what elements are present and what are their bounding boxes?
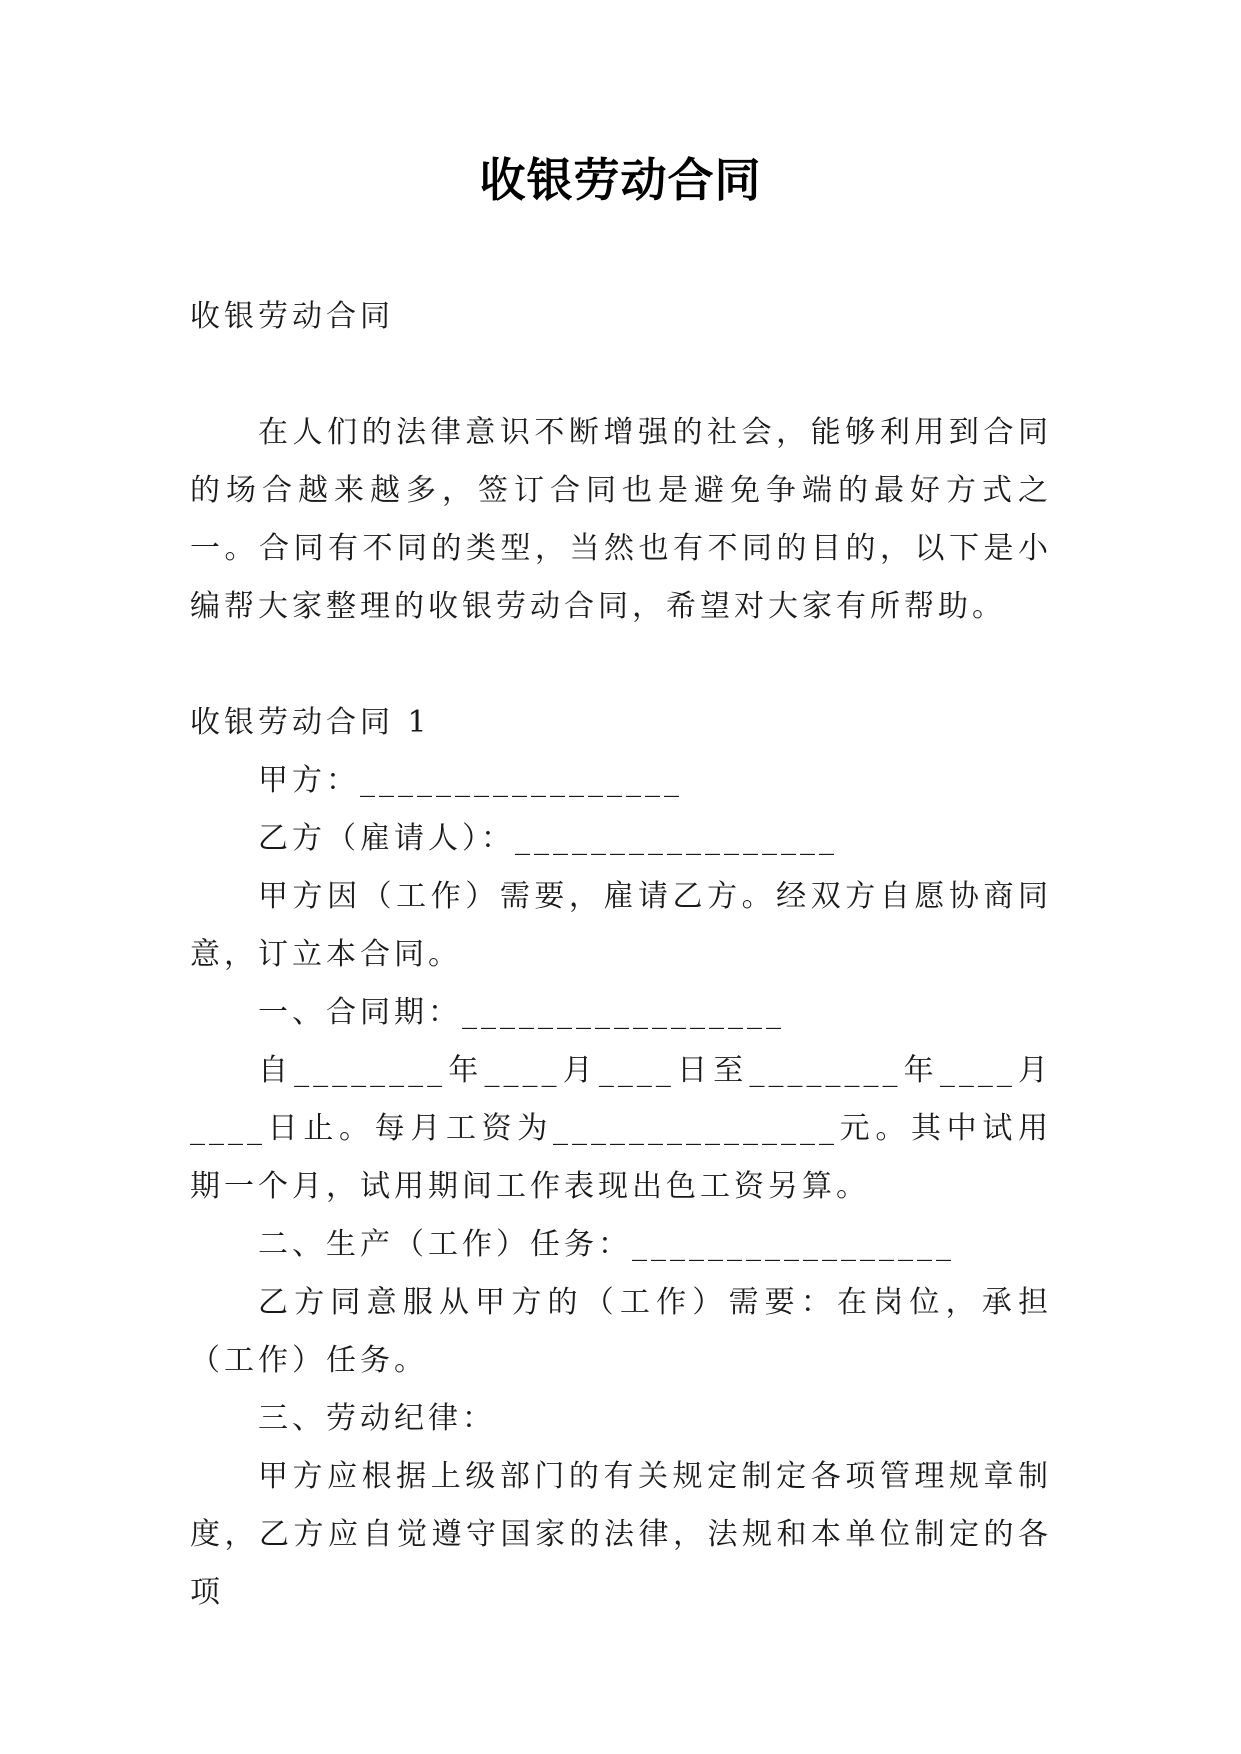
contract-term-heading: 一、合同期：_________________ bbox=[258, 995, 785, 1030]
party-b-line: 乙方（雇请人）：_________________ bbox=[258, 821, 838, 856]
document-body bbox=[190, 288, 1052, 1622]
document-subtitle: 收银劳动合同 bbox=[190, 299, 394, 334]
section-heading: 收银劳动合同 1 bbox=[190, 705, 431, 740]
agreement-paragraph: 甲方因（工作）需要，雇请乙方。经双方自愿协商同意，订立本合同。 bbox=[190, 879, 1052, 972]
labor-discipline-paragraph: 甲方应根据上级部门的有关规定制定各项管理规章制度，乙方应自觉遵守国家的法律，法规和本单位制定的各项 bbox=[190, 1459, 1052, 1610]
contract-term-paragraph: 自________年____月____日至________年____月____日止。每月工资为_______________元。其中试用期一个月，试用期间工作表现出色工资另算。 bbox=[190, 1053, 1052, 1204]
work-task-paragraph: 乙方同意服从甲方的（工作）需要：在岗位，承担（工作）任务。 bbox=[190, 1285, 1052, 1378]
document-title: 收银劳动合同 bbox=[479, 153, 762, 207]
intro-paragraph: 在人们的法律意识不断增强的社会，能够利用到合同的场合越来越多，签订合同也是避免争端的最好方式之一。合同有不同的类型，当然也有不同的目的，以下是小编帮大家整理的收银劳动合同，希望对大家有所帮助。 bbox=[190, 415, 1052, 624]
work-task-heading: 二、生产（工作）任务：_________________ bbox=[258, 1227, 955, 1262]
party-a-line: 甲方：_________________ bbox=[258, 763, 683, 798]
labor-discipline-heading: 三、劳动纪律： bbox=[258, 1401, 496, 1436]
